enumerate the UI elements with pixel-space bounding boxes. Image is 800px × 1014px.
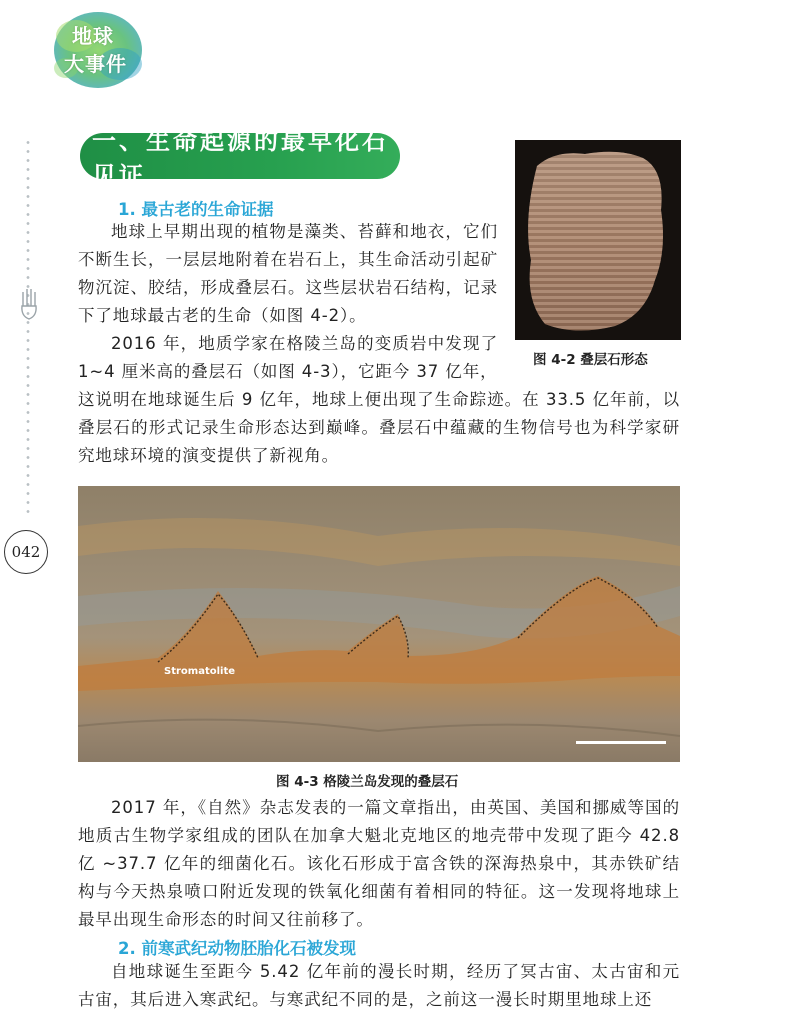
paragraph-greenland-discovery: 2016 年，地质学家在格陵兰岛的变质岩中发现了 1~4 厘米高的叠层石（如图 4-3），它距今 37 亿年， [78,334,498,381]
scale-bar [576,741,666,744]
section-title: 一、生命起源的最早化石见证 [80,133,400,179]
paragraph-precambrian-intro: 自地球诞生至距今 5.42 亿年前的漫长时期，经历了冥古宙、太古宙和元古宙，其后进入寒武纪。与寒武纪不同的是，之前这一漫长时期里地球上还 [78,962,680,1009]
figure-4-2-caption: 图 4-2 叠层石形态 [533,352,648,368]
paragraph-2017-nature-discovery: 2017 年，《自然》杂志发表的一篇文章指出，由英国、美国和挪威等国的地质古生物学家组成的团队在加拿大魁北克地区的地壳带中发现了距今 42.8 亿 ~37.7 亿年的细菌化石。该化石形成于富含铁的深海热泉中，其赤铁矿结构与今天热泉喷口附近发现的铁氧化细菌有着相同的特征。这一发现将地球上最早出现生命形态的时间又往前移了。 [78,798,680,929]
stromatolite-label: Stromatolite [164,666,236,677]
figure-greenland-stromatolite [78,486,680,762]
figure-stromatolite-sample [515,140,681,340]
subheading-oldest-life-evidence: 1. 最古老的生命证据 [118,200,274,219]
logo-line-1: 地球 [72,24,114,48]
margin-dotted-line [26,138,30,518]
paragraph-stromatolite-intro: 地球上早期出现的植物是藻类、苔藓和地衣，它们不断生长，一层层地附着在岩石上，其生命活动引起矿物沉淀、胶结，形成叠层石。这些层状岩石结构，记录下了地球最古老的生命（如图 4-2）。 [78,222,498,325]
logo-line-2: 大事件 [64,52,127,76]
greenland-rock-photo [78,486,680,762]
hand-icon [18,286,40,322]
paragraph-greenland-continued: 这说明在地球诞生后 9 亿年，地球上便出现了生命踪迹。在 33.5 亿年前，以叠层石的形式记录生命形态达到巅峰。叠层石中蕴藏的生物信号也为科学家研究地球环境的演变提供了新视角。 [78,390,680,465]
subheading-precambrian-embryo-fossils: 2. 前寒武纪动物胚胎化石被发现 [118,939,356,958]
page-number: 042 [4,530,48,574]
stromatolite-rock-image [515,140,681,340]
chapter-logo [46,6,146,92]
figure-4-3-caption: 图 4-3 格陵兰岛发现的叠层石 [276,774,459,790]
